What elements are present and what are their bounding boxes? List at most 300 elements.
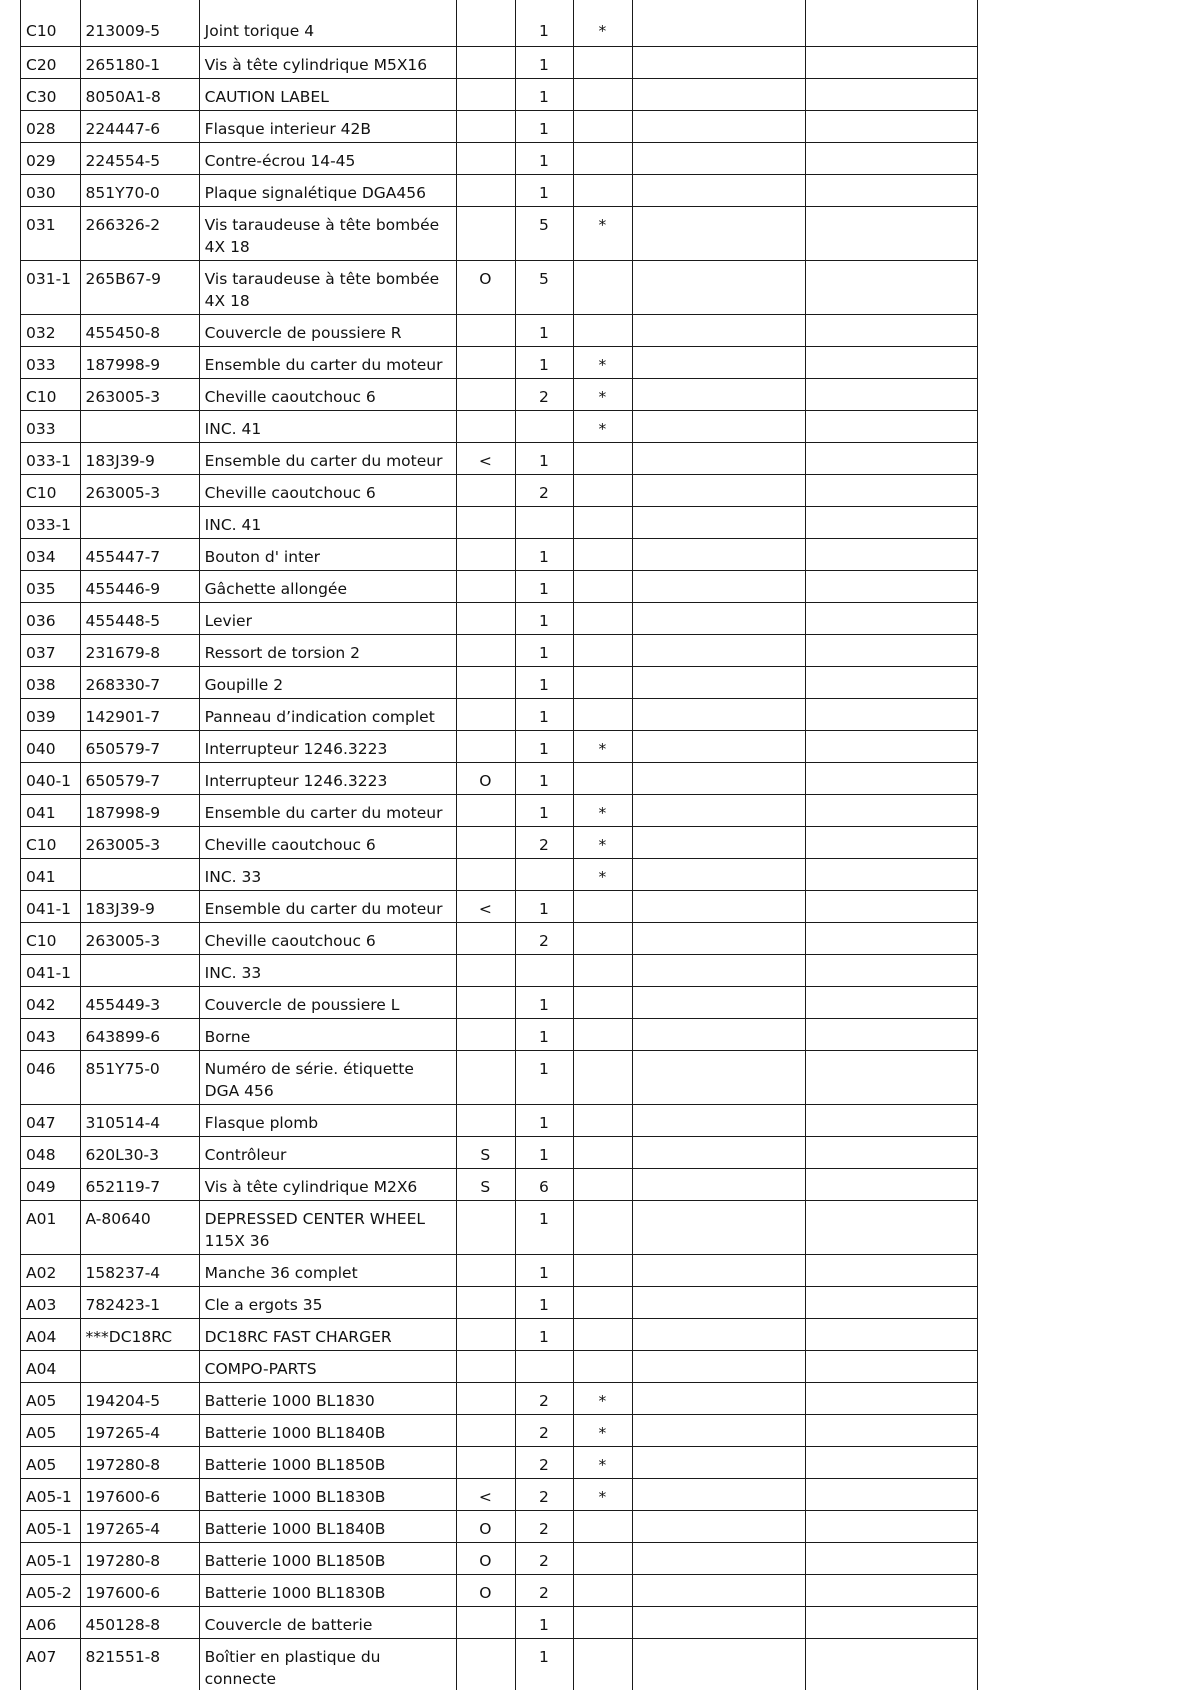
cell-note — [457, 410, 516, 442]
cell-change-mark: * — [574, 1414, 633, 1446]
cell-description: DC18RC FAST CHARGER — [199, 1318, 456, 1350]
cell-quantity: 1 — [515, 1136, 574, 1168]
cell-ref: 041-1 — [21, 890, 81, 922]
cell-note — [457, 922, 516, 954]
cell-empty-2 — [806, 442, 978, 474]
cell-part-number: 455449-3 — [80, 986, 199, 1018]
cell-part-number — [80, 954, 199, 986]
cell-note — [457, 826, 516, 858]
cell-part-number: 652119-7 — [80, 1168, 199, 1200]
cell-ref: A05 — [21, 1414, 81, 1446]
cell-note — [457, 314, 516, 346]
cell-empty-1 — [632, 570, 806, 602]
cell-description: Batterie 1000 BL1830B — [199, 1574, 456, 1606]
cell-note: O — [457, 762, 516, 794]
cell-ref: 041 — [21, 794, 81, 826]
cell-note — [457, 698, 516, 730]
cell-note: O — [457, 260, 516, 314]
cell-empty-1 — [632, 1446, 806, 1478]
cell-note — [457, 1638, 516, 1690]
cell-empty-1 — [632, 1606, 806, 1638]
cell-empty-1 — [632, 506, 806, 538]
cell-description: Batterie 1000 BL1840B — [199, 1414, 456, 1446]
cell-note — [457, 506, 516, 538]
cell-note — [457, 110, 516, 142]
cell-quantity: 1 — [515, 142, 574, 174]
cell-description: Vis taraudeuse à tête bombée 4X 18 — [199, 206, 456, 260]
cell-description: Panneau d’indication complet — [199, 698, 456, 730]
cell-quantity: 1 — [515, 1286, 574, 1318]
table-row — [21, 1478, 978, 1510]
cell-change-mark — [574, 142, 633, 174]
cell-part-number: 263005-3 — [80, 826, 199, 858]
cell-ref: A05-1 — [21, 1542, 81, 1574]
cell-ref: 047 — [21, 1104, 81, 1136]
cell-empty-1 — [632, 602, 806, 634]
parts-table-body — [21, 0, 978, 1690]
cell-quantity: 1 — [515, 730, 574, 762]
table-row — [21, 142, 978, 174]
cell-empty-1 — [632, 314, 806, 346]
cell-note: < — [457, 442, 516, 474]
table-row — [21, 1414, 978, 1446]
cell-description: Batterie 1000 BL1830B — [199, 1478, 456, 1510]
table-row — [21, 0, 978, 46]
cell-quantity: 6 — [515, 1168, 574, 1200]
cell-change-mark — [574, 1104, 633, 1136]
cell-part-number: 268330-7 — [80, 666, 199, 698]
cell-ref: A05-2 — [21, 1574, 81, 1606]
cell-empty-1 — [632, 538, 806, 570]
table-row — [21, 1382, 978, 1414]
table-row — [21, 1638, 978, 1690]
cell-quantity — [515, 954, 574, 986]
cell-empty-1 — [632, 346, 806, 378]
table-row — [21, 698, 978, 730]
cell-empty-2 — [806, 1018, 978, 1050]
cell-ref: 031-1 — [21, 260, 81, 314]
cell-empty-1 — [632, 1136, 806, 1168]
cell-empty-1 — [632, 1018, 806, 1050]
cell-part-number: 650579-7 — [80, 730, 199, 762]
cell-change-mark — [574, 110, 633, 142]
cell-description: Cheville caoutchouc 6 — [199, 474, 456, 506]
cell-ref: 048 — [21, 1136, 81, 1168]
cell-change-mark: * — [574, 0, 633, 46]
cell-empty-2 — [806, 794, 978, 826]
cell-ref: 040-1 — [21, 762, 81, 794]
cell-empty-1 — [632, 986, 806, 1018]
cell-ref: 033-1 — [21, 506, 81, 538]
cell-description: Manche 36 complet — [199, 1254, 456, 1286]
cell-change-mark: * — [574, 858, 633, 890]
cell-description: Levier — [199, 602, 456, 634]
cell-note — [457, 78, 516, 110]
cell-empty-1 — [632, 1478, 806, 1510]
cell-change-mark — [574, 1510, 633, 1542]
table-row — [21, 206, 978, 260]
cell-change-mark — [574, 1254, 633, 1286]
cell-empty-2 — [806, 1286, 978, 1318]
cell-empty-2 — [806, 142, 978, 174]
cell-change-mark — [574, 314, 633, 346]
cell-empty-1 — [632, 1050, 806, 1104]
cell-empty-1 — [632, 666, 806, 698]
cell-note — [457, 602, 516, 634]
cell-empty-2 — [806, 1574, 978, 1606]
cell-description: Couvercle de poussiere L — [199, 986, 456, 1018]
cell-part-number: 158237-4 — [80, 1254, 199, 1286]
table-row — [21, 174, 978, 206]
cell-empty-2 — [806, 1638, 978, 1690]
cell-ref: 032 — [21, 314, 81, 346]
cell-empty-2 — [806, 174, 978, 206]
table-row — [21, 346, 978, 378]
cell-quantity — [515, 858, 574, 890]
cell-part-number — [80, 410, 199, 442]
cell-change-mark — [574, 1018, 633, 1050]
cell-empty-2 — [806, 1318, 978, 1350]
table-row — [21, 762, 978, 794]
cell-part-number: 197280-8 — [80, 1446, 199, 1478]
cell-part-number: 266326-2 — [80, 206, 199, 260]
cell-description: Contre-écrou 14-45 — [199, 142, 456, 174]
cell-note: < — [457, 890, 516, 922]
cell-part-number: 455446-9 — [80, 570, 199, 602]
table-row — [21, 1286, 978, 1318]
cell-quantity: 1 — [515, 314, 574, 346]
cell-description: Gâchette allongée — [199, 570, 456, 602]
cell-empty-2 — [806, 506, 978, 538]
cell-note — [457, 174, 516, 206]
cell-empty-1 — [632, 698, 806, 730]
cell-description: Flasque plomb — [199, 1104, 456, 1136]
cell-note — [457, 1200, 516, 1254]
cell-ref: A05 — [21, 1446, 81, 1478]
cell-empty-2 — [806, 410, 978, 442]
cell-empty-1 — [632, 378, 806, 410]
cell-empty-2 — [806, 986, 978, 1018]
cell-empty-2 — [806, 730, 978, 762]
table-row — [21, 1446, 978, 1478]
cell-part-number: 183J39-9 — [80, 890, 199, 922]
cell-ref: C10 — [21, 826, 81, 858]
cell-empty-2 — [806, 378, 978, 410]
cell-empty-1 — [632, 174, 806, 206]
cell-note — [457, 474, 516, 506]
cell-quantity: 1 — [515, 762, 574, 794]
table-row — [21, 1542, 978, 1574]
cell-part-number: 782423-1 — [80, 1286, 199, 1318]
cell-ref: 033 — [21, 410, 81, 442]
table-row — [21, 1168, 978, 1200]
cell-empty-1 — [632, 260, 806, 314]
cell-note — [457, 858, 516, 890]
cell-empty-1 — [632, 1104, 806, 1136]
cell-ref: C10 — [21, 474, 81, 506]
cell-quantity: 2 — [515, 1542, 574, 1574]
cell-empty-1 — [632, 858, 806, 890]
cell-change-mark — [574, 1350, 633, 1382]
cell-change-mark: * — [574, 1478, 633, 1510]
cell-empty-1 — [632, 142, 806, 174]
cell-quantity: 2 — [515, 378, 574, 410]
cell-ref: 033 — [21, 346, 81, 378]
table-row — [21, 538, 978, 570]
cell-description: Numéro de série. étiquette DGA 456 — [199, 1050, 456, 1104]
cell-empty-2 — [806, 1136, 978, 1168]
cell-change-mark: * — [574, 206, 633, 260]
cell-part-number: 263005-3 — [80, 474, 199, 506]
cell-quantity — [515, 506, 574, 538]
cell-note — [457, 986, 516, 1018]
table-row — [21, 110, 978, 142]
cell-empty-2 — [806, 1200, 978, 1254]
cell-part-number: 224554-5 — [80, 142, 199, 174]
cell-quantity — [515, 1350, 574, 1382]
table-row — [21, 602, 978, 634]
cell-empty-2 — [806, 1606, 978, 1638]
cell-description: INC. 33 — [199, 858, 456, 890]
cell-note — [457, 206, 516, 260]
cell-empty-1 — [632, 954, 806, 986]
cell-change-mark — [574, 666, 633, 698]
cell-empty-1 — [632, 1542, 806, 1574]
cell-change-mark — [574, 570, 633, 602]
cell-ref: A07 — [21, 1638, 81, 1690]
cell-ref: 043 — [21, 1018, 81, 1050]
cell-part-number: 224447-6 — [80, 110, 199, 142]
cell-quantity: 1 — [515, 1254, 574, 1286]
cell-note — [457, 1254, 516, 1286]
table-row — [21, 1200, 978, 1254]
cell-quantity: 2 — [515, 1382, 574, 1414]
cell-change-mark — [574, 442, 633, 474]
cell-empty-2 — [806, 346, 978, 378]
cell-description: Interrupteur 1246.3223 — [199, 762, 456, 794]
cell-part-number: 183J39-9 — [80, 442, 199, 474]
cell-quantity: 1 — [515, 442, 574, 474]
cell-ref: A04 — [21, 1350, 81, 1382]
cell-description: INC. 33 — [199, 954, 456, 986]
cell-quantity: 1 — [515, 890, 574, 922]
cell-note — [457, 346, 516, 378]
cell-empty-1 — [632, 1168, 806, 1200]
cell-empty-2 — [806, 0, 978, 46]
cell-part-number: 450128-8 — [80, 1606, 199, 1638]
table-row — [21, 506, 978, 538]
cell-quantity: 1 — [515, 602, 574, 634]
cell-description: Couvercle de poussiere R — [199, 314, 456, 346]
table-row — [21, 1050, 978, 1104]
cell-part-number: 620L30-3 — [80, 1136, 199, 1168]
cell-quantity: 2 — [515, 922, 574, 954]
cell-empty-2 — [806, 1478, 978, 1510]
cell-quantity — [515, 410, 574, 442]
cell-ref: A03 — [21, 1286, 81, 1318]
cell-change-mark — [574, 46, 633, 78]
cell-part-number: 265180-1 — [80, 46, 199, 78]
cell-part-number: 310514-4 — [80, 1104, 199, 1136]
cell-ref: 041-1 — [21, 954, 81, 986]
cell-note — [457, 1286, 516, 1318]
cell-note — [457, 1350, 516, 1382]
cell-empty-1 — [632, 890, 806, 922]
cell-change-mark — [574, 890, 633, 922]
cell-change-mark — [574, 474, 633, 506]
table-row — [21, 794, 978, 826]
cell-empty-1 — [632, 634, 806, 666]
cell-description: Borne — [199, 1018, 456, 1050]
cell-quantity: 1 — [515, 1318, 574, 1350]
cell-empty-2 — [806, 206, 978, 260]
cell-empty-1 — [632, 1254, 806, 1286]
cell-description: Ensemble du carter du moteur — [199, 442, 456, 474]
cell-description: COMPO-PARTS — [199, 1350, 456, 1382]
cell-empty-1 — [632, 1350, 806, 1382]
cell-quantity: 1 — [515, 1018, 574, 1050]
cell-change-mark — [574, 1606, 633, 1638]
cell-note — [457, 378, 516, 410]
table-row — [21, 858, 978, 890]
cell-quantity: 1 — [515, 570, 574, 602]
cell-empty-2 — [806, 78, 978, 110]
cell-quantity: 2 — [515, 1414, 574, 1446]
cell-empty-2 — [806, 1254, 978, 1286]
cell-ref: A06 — [21, 1606, 81, 1638]
table-row — [21, 730, 978, 762]
cell-empty-1 — [632, 762, 806, 794]
cell-ref: 037 — [21, 634, 81, 666]
cell-empty-2 — [806, 922, 978, 954]
cell-empty-2 — [806, 602, 978, 634]
cell-note — [457, 1606, 516, 1638]
cell-description: Flasque interieur 42B — [199, 110, 456, 142]
cell-part-number: 197600-6 — [80, 1574, 199, 1606]
cell-change-mark: * — [574, 730, 633, 762]
cell-description: Bouton d' inter — [199, 538, 456, 570]
cell-empty-1 — [632, 1318, 806, 1350]
cell-empty-1 — [632, 206, 806, 260]
cell-description: Batterie 1000 BL1830 — [199, 1382, 456, 1414]
cell-description: Ensemble du carter du moteur — [199, 890, 456, 922]
cell-note — [457, 46, 516, 78]
table-row — [21, 1018, 978, 1050]
cell-empty-2 — [806, 1446, 978, 1478]
cell-change-mark — [574, 538, 633, 570]
cell-ref: 039 — [21, 698, 81, 730]
cell-quantity: 1 — [515, 794, 574, 826]
cell-part-number: 643899-6 — [80, 1018, 199, 1050]
cell-change-mark: * — [574, 826, 633, 858]
cell-empty-1 — [632, 794, 806, 826]
cell-empty-2 — [806, 110, 978, 142]
cell-empty-2 — [806, 634, 978, 666]
cell-note — [457, 1104, 516, 1136]
table-row — [21, 378, 978, 410]
cell-part-number: A-80640 — [80, 1200, 199, 1254]
cell-ref: 038 — [21, 666, 81, 698]
cell-empty-1 — [632, 46, 806, 78]
cell-quantity: 1 — [515, 346, 574, 378]
cell-part-number: 851Y70-0 — [80, 174, 199, 206]
cell-description: Vis taraudeuse à tête bombée 4X 18 — [199, 260, 456, 314]
table-row — [21, 1104, 978, 1136]
cell-quantity: 1 — [515, 0, 574, 46]
cell-quantity: 1 — [515, 1200, 574, 1254]
cell-empty-2 — [806, 1168, 978, 1200]
cell-part-number: 821551-8 — [80, 1638, 199, 1690]
cell-description: Couvercle de batterie — [199, 1606, 456, 1638]
cell-ref: A04 — [21, 1318, 81, 1350]
cell-description: DEPRESSED CENTER WHEEL 115X 36 — [199, 1200, 456, 1254]
cell-change-mark — [574, 762, 633, 794]
cell-change-mark — [574, 260, 633, 314]
cell-empty-2 — [806, 826, 978, 858]
cell-empty-1 — [632, 1510, 806, 1542]
cell-change-mark — [574, 602, 633, 634]
cell-empty-2 — [806, 260, 978, 314]
table-row — [21, 986, 978, 1018]
cell-quantity: 2 — [515, 1574, 574, 1606]
cell-empty-2 — [806, 1050, 978, 1104]
cell-quantity: 1 — [515, 78, 574, 110]
table-row — [21, 474, 978, 506]
cell-ref: 031 — [21, 206, 81, 260]
cell-description: Ressort de torsion 2 — [199, 634, 456, 666]
cell-change-mark — [574, 174, 633, 206]
cell-description: Cheville caoutchouc 6 — [199, 378, 456, 410]
cell-part-number: 263005-3 — [80, 378, 199, 410]
cell-change-mark — [574, 1286, 633, 1318]
cell-empty-2 — [806, 570, 978, 602]
cell-part-number: 455450-8 — [80, 314, 199, 346]
cell-quantity: 1 — [515, 1050, 574, 1104]
cell-note — [457, 794, 516, 826]
cell-empty-2 — [806, 474, 978, 506]
cell-change-mark: * — [574, 1446, 633, 1478]
cell-note — [457, 954, 516, 986]
cell-empty-2 — [806, 46, 978, 78]
cell-change-mark — [574, 1318, 633, 1350]
cell-quantity: 1 — [515, 174, 574, 206]
cell-change-mark — [574, 954, 633, 986]
cell-description: Plaque signalétique DGA456 — [199, 174, 456, 206]
table-row — [21, 570, 978, 602]
cell-description: Joint torique 4 — [199, 0, 456, 46]
cell-change-mark: * — [574, 794, 633, 826]
cell-quantity: 1 — [515, 110, 574, 142]
cell-part-number: 213009-5 — [80, 0, 199, 46]
cell-empty-1 — [632, 730, 806, 762]
cell-description: Batterie 1000 BL1850B — [199, 1446, 456, 1478]
cell-part-number: 142901-7 — [80, 698, 199, 730]
cell-part-number: 197265-4 — [80, 1414, 199, 1446]
cell-description: Batterie 1000 BL1840B — [199, 1510, 456, 1542]
cell-description: Cheville caoutchouc 6 — [199, 922, 456, 954]
cell-note — [457, 1318, 516, 1350]
cell-quantity: 1 — [515, 1638, 574, 1690]
cell-empty-1 — [632, 922, 806, 954]
parts-table — [20, 0, 978, 1690]
cell-empty-2 — [806, 666, 978, 698]
cell-note: < — [457, 1478, 516, 1510]
cell-change-mark: * — [574, 378, 633, 410]
cell-note — [457, 1382, 516, 1414]
cell-ref: 036 — [21, 602, 81, 634]
cell-note: O — [457, 1542, 516, 1574]
cell-empty-2 — [806, 1350, 978, 1382]
